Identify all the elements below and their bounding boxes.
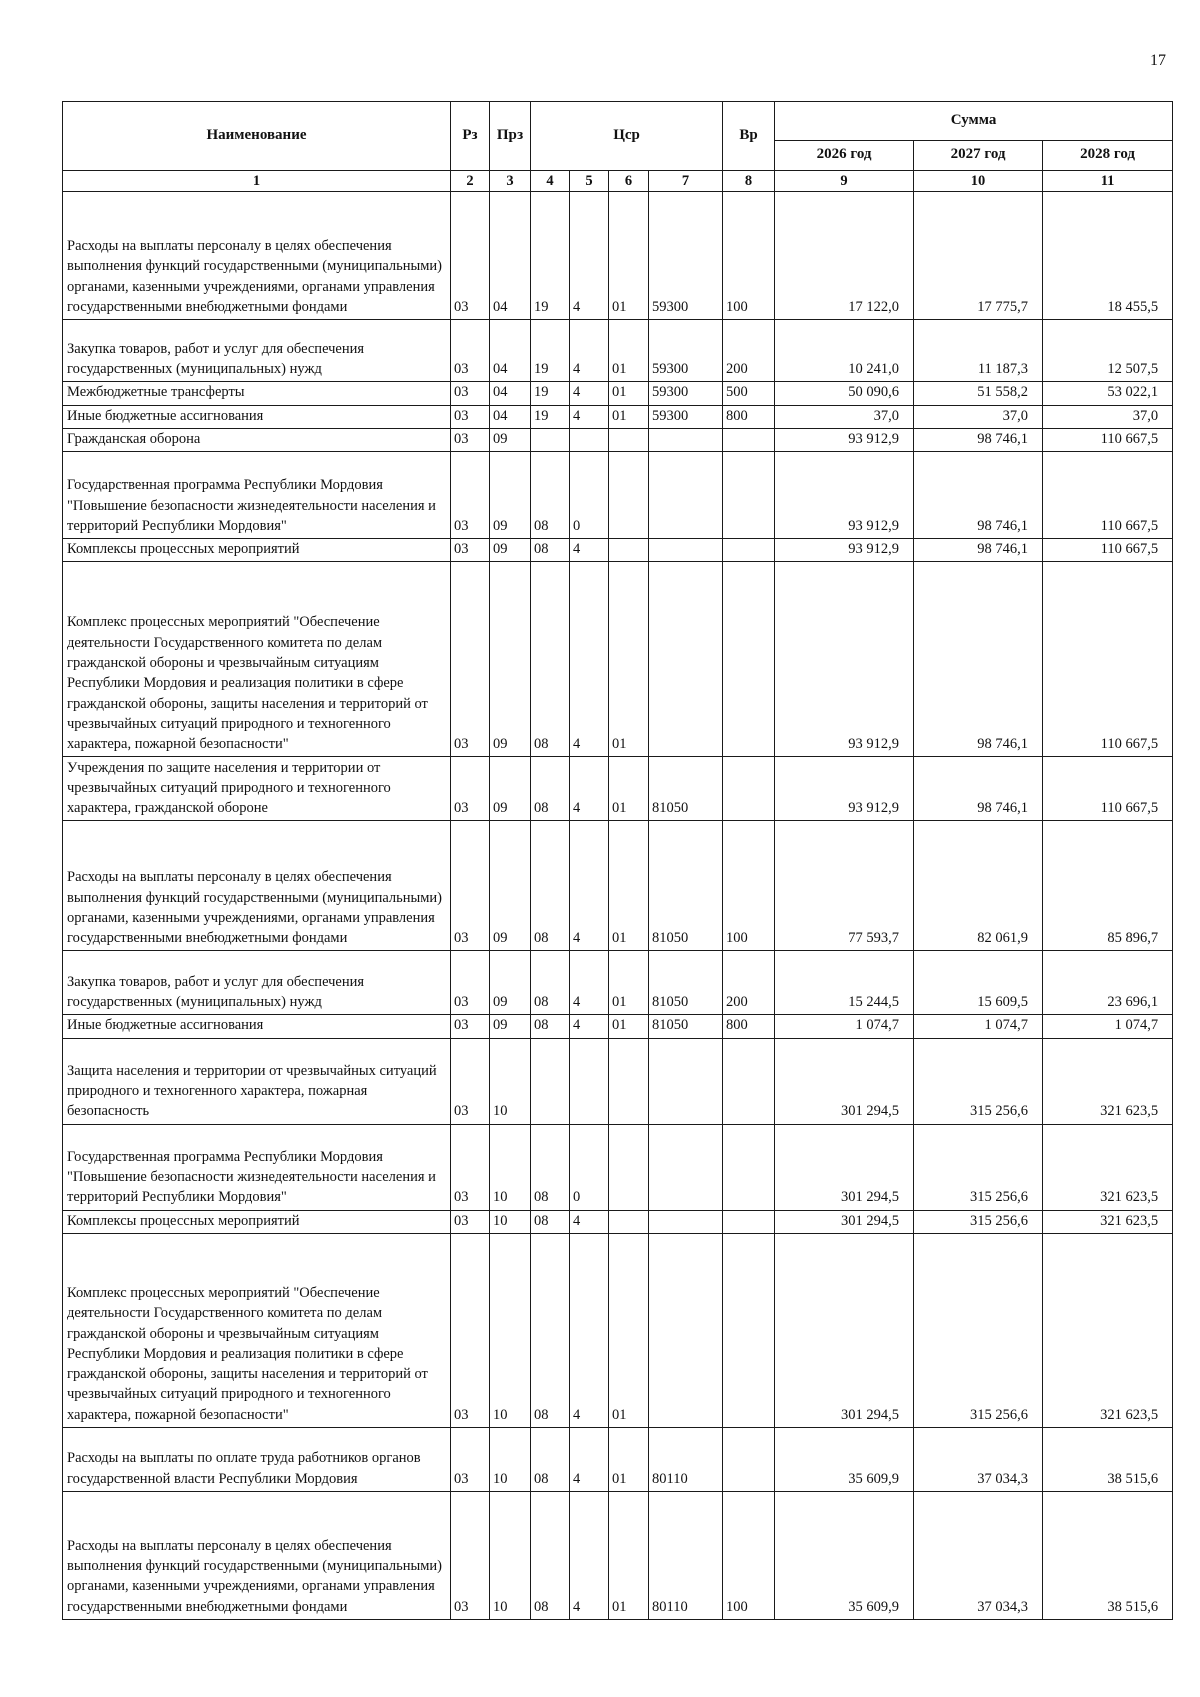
- row-amount-2027: 82 061,9: [914, 821, 1043, 951]
- row-vr: [723, 757, 775, 821]
- row-vr: 100: [723, 192, 775, 320]
- row-rz: 03: [451, 1015, 490, 1038]
- row-csr-program: 19: [531, 382, 570, 405]
- row-vr: 100: [723, 1492, 775, 1620]
- row-csr-complex: [609, 539, 649, 562]
- row-prz: 09: [490, 757, 531, 821]
- row-csr-program: 08: [531, 1234, 570, 1428]
- row-csr-complex: 01: [609, 562, 649, 757]
- row-csr-complex: 01: [609, 951, 649, 1015]
- row-amount-2027: 315 256,6: [914, 1210, 1043, 1233]
- col-number: 6: [609, 171, 649, 192]
- row-prz: 09: [490, 539, 531, 562]
- table-row: [63, 452, 1173, 539]
- row-amount-2026: 301 294,5: [775, 1234, 914, 1428]
- row-csr-complex: 01: [609, 1234, 649, 1428]
- row-csr-direction: 80110: [649, 1428, 723, 1492]
- row-csr-type: 0: [570, 1124, 609, 1210]
- table-row: [63, 192, 1173, 320]
- row-csr-direction: [649, 1038, 723, 1124]
- row-amount-2027: 17 775,7: [914, 192, 1043, 320]
- row-amount-2026: 1 074,7: [775, 1015, 914, 1038]
- col-number: 7: [649, 171, 723, 192]
- row-name: Расходы на выплаты по оплате труда работников органов государственной власти Республики Мордовия: [63, 1428, 451, 1492]
- row-vr: [723, 539, 775, 562]
- table-body: [63, 192, 1173, 1620]
- row-rz: 03: [451, 428, 490, 451]
- row-csr-program: 08: [531, 1015, 570, 1038]
- row-amount-2026: 301 294,5: [775, 1124, 914, 1210]
- row-prz: 04: [490, 382, 531, 405]
- table-row: [63, 1210, 1173, 1233]
- row-amount-2027: 37 034,3: [914, 1492, 1043, 1620]
- row-amount-2027: 315 256,6: [914, 1038, 1043, 1124]
- col-number: 4: [531, 171, 570, 192]
- row-csr-type: 4: [570, 1015, 609, 1038]
- row-csr-program: 08: [531, 562, 570, 757]
- row-amount-2026: 301 294,5: [775, 1210, 914, 1233]
- row-csr-program: 08: [531, 452, 570, 539]
- row-csr-program: 19: [531, 192, 570, 320]
- row-amount-2028: 18 455,5: [1043, 192, 1173, 320]
- header-prz: Прз: [490, 102, 531, 171]
- row-csr-direction: 59300: [649, 382, 723, 405]
- table-row: [63, 1492, 1173, 1620]
- row-amount-2026: 17 122,0: [775, 192, 914, 320]
- row-rz: 03: [451, 1210, 490, 1233]
- row-csr-complex: 01: [609, 1492, 649, 1620]
- row-vr: 800: [723, 1015, 775, 1038]
- row-csr-program: 19: [531, 320, 570, 382]
- row-csr-direction: [649, 1124, 723, 1210]
- row-amount-2028: 321 623,5: [1043, 1234, 1173, 1428]
- table-row: [63, 1124, 1173, 1210]
- row-amount-2026: 35 609,9: [775, 1428, 914, 1492]
- header-year-2026: 2026 год: [775, 141, 914, 171]
- row-amount-2028: 110 667,5: [1043, 562, 1173, 757]
- row-name: Учреждения по защите населения и территории от чрезвычайных ситуаций природного и техногенного характера, гражданской обороне: [63, 757, 451, 821]
- row-amount-2028: 38 515,6: [1043, 1428, 1173, 1492]
- row-amount-2026: 93 912,9: [775, 562, 914, 757]
- row-amount-2026: 93 912,9: [775, 757, 914, 821]
- row-csr-type: 4: [570, 320, 609, 382]
- row-amount-2027: 37 034,3: [914, 1428, 1043, 1492]
- row-csr-direction: 81050: [649, 1015, 723, 1038]
- row-amount-2026: 10 241,0: [775, 320, 914, 382]
- row-csr-complex: 01: [609, 405, 649, 428]
- table-row: [63, 1234, 1173, 1428]
- row-vr: 200: [723, 320, 775, 382]
- row-prz: 09: [490, 821, 531, 951]
- row-amount-2028: 110 667,5: [1043, 428, 1173, 451]
- table-row: [63, 405, 1173, 428]
- table-row: [63, 382, 1173, 405]
- row-csr-type: 4: [570, 405, 609, 428]
- row-vr: [723, 452, 775, 539]
- row-vr: [723, 1428, 775, 1492]
- row-amount-2028: 85 896,7: [1043, 821, 1173, 951]
- row-csr-direction: 81050: [649, 951, 723, 1015]
- row-name: Расходы на выплаты персоналу в целях обеспечения выполнения функций государственными (муниципальными) органами, казенными учреждениями, органами управления государственными внебюджетными фондами: [63, 821, 451, 951]
- row-rz: 03: [451, 452, 490, 539]
- row-vr: [723, 1124, 775, 1210]
- row-name: Расходы на выплаты персоналу в целях обеспечения выполнения функций государственными (муниципальными) органами, казенными учреждениями, органами управления государственными внебюджетными фондами: [63, 1492, 451, 1620]
- header-csr: Цср: [531, 102, 723, 171]
- table-row: [63, 562, 1173, 757]
- row-csr-program: 08: [531, 821, 570, 951]
- row-rz: 03: [451, 757, 490, 821]
- row-rz: 03: [451, 1124, 490, 1210]
- row-prz: 04: [490, 192, 531, 320]
- row-vr: [723, 428, 775, 451]
- row-prz: 10: [490, 1428, 531, 1492]
- row-prz: 10: [490, 1492, 531, 1620]
- row-name: Комплекс процессных мероприятий "Обеспечение деятельности Государственного комитета по делам гражданской обороны и чрезвычайным ситуациям Республики Мордовия и реализация политики в сфере гражданской обороны, защиты населения и территорий от чрезвычайных ситуаций природного и техногенного характера, пожарной безопасности": [63, 1234, 451, 1428]
- table-row: [63, 428, 1173, 451]
- row-csr-type: 4: [570, 192, 609, 320]
- col-number: 8: [723, 171, 775, 192]
- row-csr-direction: [649, 452, 723, 539]
- row-amount-2028: 23 696,1: [1043, 951, 1173, 1015]
- row-csr-program: 19: [531, 405, 570, 428]
- row-rz: 03: [451, 562, 490, 757]
- table-row: [63, 1015, 1173, 1038]
- row-amount-2027: 98 746,1: [914, 452, 1043, 539]
- table-row: [63, 821, 1173, 951]
- row-name: Межбюджетные трансферты: [63, 382, 451, 405]
- row-name: Государственная программа Республики Мордовия "Повышение безопасности жизнедеятельности населения и территорий Республики Мордовия": [63, 452, 451, 539]
- col-number: 3: [490, 171, 531, 192]
- row-rz: 03: [451, 192, 490, 320]
- row-name: Защита населения и территории от чрезвычайных ситуаций природного и техногенного характера, пожарная безопасность: [63, 1038, 451, 1124]
- row-amount-2028: 110 667,5: [1043, 452, 1173, 539]
- row-amount-2027: 98 746,1: [914, 757, 1043, 821]
- col-number: 10: [914, 171, 1043, 192]
- row-vr: [723, 1234, 775, 1428]
- row-csr-direction: [649, 1210, 723, 1233]
- row-csr-program: 08: [531, 951, 570, 1015]
- row-csr-type: 4: [570, 821, 609, 951]
- header-row: [63, 102, 1173, 141]
- row-rz: 03: [451, 1038, 490, 1124]
- row-amount-2026: 15 244,5: [775, 951, 914, 1015]
- row-amount-2028: 110 667,5: [1043, 539, 1173, 562]
- col-number: 2: [451, 171, 490, 192]
- row-csr-type: [570, 428, 609, 451]
- row-vr: 500: [723, 382, 775, 405]
- row-vr: 800: [723, 405, 775, 428]
- col-number: 9: [775, 171, 914, 192]
- row-amount-2028: 321 623,5: [1043, 1210, 1173, 1233]
- col-number: 11: [1043, 171, 1173, 192]
- row-csr-program: 08: [531, 1124, 570, 1210]
- row-amount-2027: 98 746,1: [914, 562, 1043, 757]
- row-amount-2026: 77 593,7: [775, 821, 914, 951]
- row-csr-type: 4: [570, 539, 609, 562]
- row-csr-complex: 01: [609, 382, 649, 405]
- row-csr-type: 4: [570, 1428, 609, 1492]
- row-csr-complex: [609, 428, 649, 451]
- row-amount-2028: 321 623,5: [1043, 1124, 1173, 1210]
- header-name: Наименование: [63, 102, 451, 171]
- row-amount-2027: 11 187,3: [914, 320, 1043, 382]
- row-csr-type: 4: [570, 382, 609, 405]
- row-amount-2028: 1 074,7: [1043, 1015, 1173, 1038]
- row-csr-program: [531, 428, 570, 451]
- table-row: [63, 1428, 1173, 1492]
- table-row: [63, 539, 1173, 562]
- row-rz: 03: [451, 1428, 490, 1492]
- row-csr-type: 0: [570, 452, 609, 539]
- col-number: 5: [570, 171, 609, 192]
- row-prz: 04: [490, 320, 531, 382]
- row-amount-2026: 35 609,9: [775, 1492, 914, 1620]
- row-csr-complex: 01: [609, 821, 649, 951]
- row-csr-program: 08: [531, 539, 570, 562]
- row-vr: [723, 1210, 775, 1233]
- row-csr-complex: [609, 1210, 649, 1233]
- row-csr-complex: 01: [609, 1428, 649, 1492]
- row-prz: 10: [490, 1038, 531, 1124]
- row-amount-2027: 1 074,7: [914, 1015, 1043, 1038]
- row-csr-type: 4: [570, 1492, 609, 1620]
- row-prz: 09: [490, 951, 531, 1015]
- table-row: [63, 951, 1173, 1015]
- header-year-2028: 2028 год: [1043, 141, 1173, 171]
- row-amount-2027: 51 558,2: [914, 382, 1043, 405]
- row-name: Гражданская оборона: [63, 428, 451, 451]
- row-csr-type: 4: [570, 757, 609, 821]
- row-amount-2027: 315 256,6: [914, 1234, 1043, 1428]
- row-amount-2026: 93 912,9: [775, 539, 914, 562]
- row-csr-direction: [649, 428, 723, 451]
- row-csr-complex: [609, 452, 649, 539]
- col-number: 1: [63, 171, 451, 192]
- row-amount-2026: 93 912,9: [775, 452, 914, 539]
- row-amount-2026: 93 912,9: [775, 428, 914, 451]
- header-sum: Сумма: [775, 102, 1173, 141]
- page-number: 17: [1150, 52, 1166, 69]
- row-vr: 200: [723, 951, 775, 1015]
- row-prz: 10: [490, 1234, 531, 1428]
- row-amount-2028: 110 667,5: [1043, 757, 1173, 821]
- row-amount-2027: 37,0: [914, 405, 1043, 428]
- header-year-2027: 2027 год: [914, 141, 1043, 171]
- row-csr-program: 08: [531, 1210, 570, 1233]
- row-amount-2026: 37,0: [775, 405, 914, 428]
- row-csr-direction: 81050: [649, 821, 723, 951]
- row-vr: [723, 562, 775, 757]
- row-rz: 03: [451, 1234, 490, 1428]
- row-prz: 10: [490, 1124, 531, 1210]
- row-name: Иные бюджетные ассигнования: [63, 405, 451, 428]
- row-amount-2028: 38 515,6: [1043, 1492, 1173, 1620]
- row-csr-program: 08: [531, 1428, 570, 1492]
- row-csr-direction: [649, 1234, 723, 1428]
- row-csr-direction: 59300: [649, 405, 723, 428]
- row-csr-complex: 01: [609, 757, 649, 821]
- row-name: Комплексы процессных мероприятий: [63, 539, 451, 562]
- row-name: Иные бюджетные ассигнования: [63, 1015, 451, 1038]
- row-vr: 100: [723, 821, 775, 951]
- row-name: Закупка товаров, работ и услуг для обеспечения государственных (муниципальных) нужд: [63, 951, 451, 1015]
- row-name: Государственная программа Республики Мордовия "Повышение безопасности жизнедеятельности населения и территорий Республики Мордовия": [63, 1124, 451, 1210]
- row-name: Комплекс процессных мероприятий "Обеспечение деятельности Государственного комитета по делам гражданской обороны и чрезвычайным ситуациям Республики Мордовия и реализация политики в сфере гражданской обороны, защиты населения и территорий от чрезвычайных ситуаций природного и техногенного характера, пожарной безопасности": [63, 562, 451, 757]
- row-csr-direction: 81050: [649, 757, 723, 821]
- row-csr-program: 08: [531, 757, 570, 821]
- row-amount-2027: 98 746,1: [914, 539, 1043, 562]
- row-csr-complex: [609, 1038, 649, 1124]
- row-prz: 04: [490, 405, 531, 428]
- row-amount-2027: 98 746,1: [914, 428, 1043, 451]
- row-amount-2028: 12 507,5: [1043, 320, 1173, 382]
- header-vr: Вр: [723, 102, 775, 171]
- row-csr-direction: [649, 539, 723, 562]
- table-row: [63, 757, 1173, 821]
- column-number-row: [63, 171, 1173, 192]
- row-rz: 03: [451, 382, 490, 405]
- row-csr-complex: 01: [609, 192, 649, 320]
- row-prz: 09: [490, 452, 531, 539]
- row-csr-type: 4: [570, 1210, 609, 1233]
- row-csr-type: [570, 1038, 609, 1124]
- row-prz: 09: [490, 562, 531, 757]
- row-rz: 03: [451, 405, 490, 428]
- row-csr-type: 4: [570, 562, 609, 757]
- row-rz: 03: [451, 1492, 490, 1620]
- row-amount-2027: 315 256,6: [914, 1124, 1043, 1210]
- row-rz: 03: [451, 320, 490, 382]
- row-vr: [723, 1038, 775, 1124]
- row-rz: 03: [451, 951, 490, 1015]
- row-csr-complex: [609, 1124, 649, 1210]
- row-prz: 09: [490, 428, 531, 451]
- header-rz: Рз: [451, 102, 490, 171]
- row-rz: 03: [451, 821, 490, 951]
- row-prz: 09: [490, 1015, 531, 1038]
- row-rz: 03: [451, 539, 490, 562]
- row-amount-2026: 50 090,6: [775, 382, 914, 405]
- row-amount-2028: 321 623,5: [1043, 1038, 1173, 1124]
- row-amount-2028: 37,0: [1043, 405, 1173, 428]
- row-amount-2028: 53 022,1: [1043, 382, 1173, 405]
- table-row: [63, 1038, 1173, 1124]
- row-name: Расходы на выплаты персоналу в целях обеспечения выполнения функций государственными (муниципальными) органами, казенными учреждениями, органами управления государственными внебюджетными фондами: [63, 192, 451, 320]
- row-csr-program: 08: [531, 1492, 570, 1620]
- row-csr-complex: 01: [609, 1015, 649, 1038]
- row-name: Закупка товаров, работ и услуг для обеспечения государственных (муниципальных) нужд: [63, 320, 451, 382]
- table-row: [63, 320, 1173, 382]
- row-amount-2027: 15 609,5: [914, 951, 1043, 1015]
- row-csr-direction: 59300: [649, 192, 723, 320]
- row-csr-program: [531, 1038, 570, 1124]
- row-csr-type: 4: [570, 1234, 609, 1428]
- row-csr-type: 4: [570, 951, 609, 1015]
- budget-table: [62, 101, 1173, 1620]
- row-csr-direction: 80110: [649, 1492, 723, 1620]
- row-prz: 10: [490, 1210, 531, 1233]
- row-csr-direction: 59300: [649, 320, 723, 382]
- row-csr-direction: [649, 562, 723, 757]
- row-csr-complex: 01: [609, 320, 649, 382]
- row-name: Комплексы процессных мероприятий: [63, 1210, 451, 1233]
- row-amount-2026: 301 294,5: [775, 1038, 914, 1124]
